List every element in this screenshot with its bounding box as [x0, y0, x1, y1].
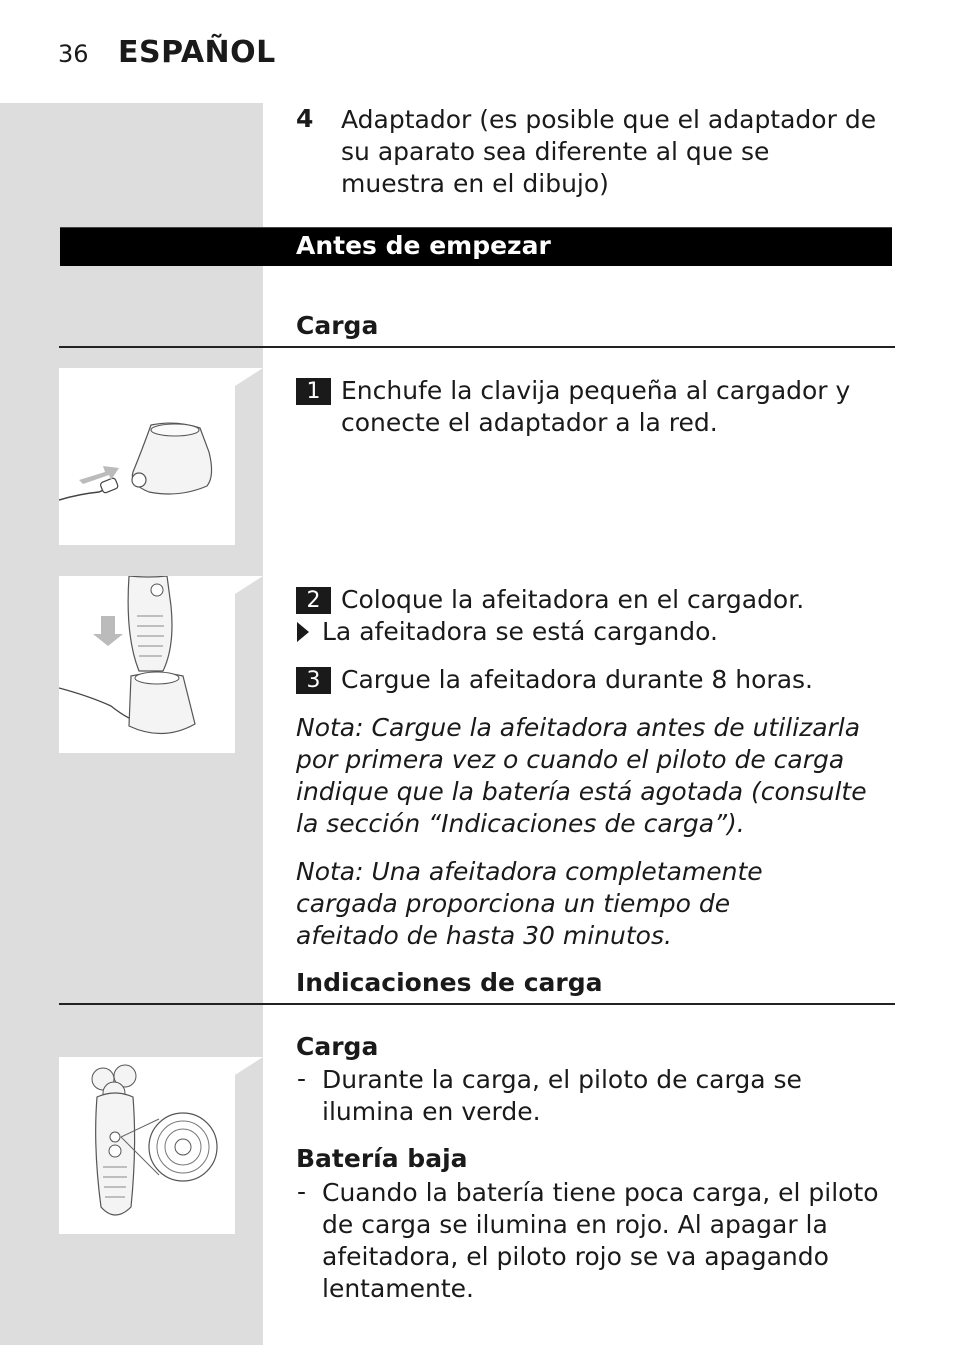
note-text: Nota: Cargue la afeitadora antes de utilizarla por primera vez o cuando el piloto de carga indique que la batería está agotada (consulte la sección “Indicaciones de carga”).	[296, 713, 867, 838]
charger-plug-illustration	[59, 368, 235, 545]
page-number: 36	[58, 40, 89, 68]
indicator-heading-carga: Carga	[296, 1032, 379, 1061]
dash-bullet-icon: -	[297, 1177, 307, 1206]
bullet-text: Cuando la batería tiene poca carga, el piloto de carga se ilumina en rojo. Al apagar la afeitadora, el piloto rojo se va apagando lentamente.	[322, 1178, 879, 1303]
result-arrow-icon	[297, 622, 309, 642]
item-number: 4	[296, 104, 314, 133]
indicator-heading-bateria-baja: Batería baja	[296, 1144, 468, 1173]
divider	[59, 1003, 895, 1005]
callout-pointer	[235, 368, 263, 386]
callout-pointer	[235, 1057, 263, 1075]
subsection-heading-indicaciones: Indicaciones de carga	[296, 968, 603, 997]
section-title-bar	[60, 227, 892, 266]
subsection-heading-carga: Carga	[296, 311, 379, 340]
step-text: Cargue la afeitadora durante 8 horas.	[341, 665, 813, 694]
section-title: Antes de empezar	[296, 231, 551, 260]
step-number-box: 1	[296, 378, 331, 405]
result-text: La afeitadora se está cargando.	[322, 617, 718, 646]
item-text: Adaptador (es posible que el adaptador de su aparato sea diferente al que se muestra en el dibujo)	[341, 105, 877, 198]
language-heading: ESPAÑOL	[118, 35, 276, 70]
step-number-box: 2	[296, 587, 331, 614]
step-number-box: 3	[296, 667, 331, 694]
callout-pointer	[235, 576, 263, 594]
dash-bullet-icon: -	[297, 1064, 307, 1093]
shaver-in-charger-illustration	[59, 576, 235, 753]
charging-light-illustration	[59, 1057, 235, 1234]
divider	[59, 346, 895, 348]
bullet-text: Durante la carga, el piloto de carga se ilumina en verde.	[322, 1065, 802, 1126]
note-text: Nota: Una afeitadora completamente cargada proporciona un tiempo de afeitado de hasta 30 minutos.	[296, 857, 763, 950]
step-text: Enchufe la clavija pequeña al cargador y conecte el adaptador a la red.	[341, 376, 851, 437]
step-text: Coloque la afeitadora en el cargador.	[341, 585, 805, 614]
